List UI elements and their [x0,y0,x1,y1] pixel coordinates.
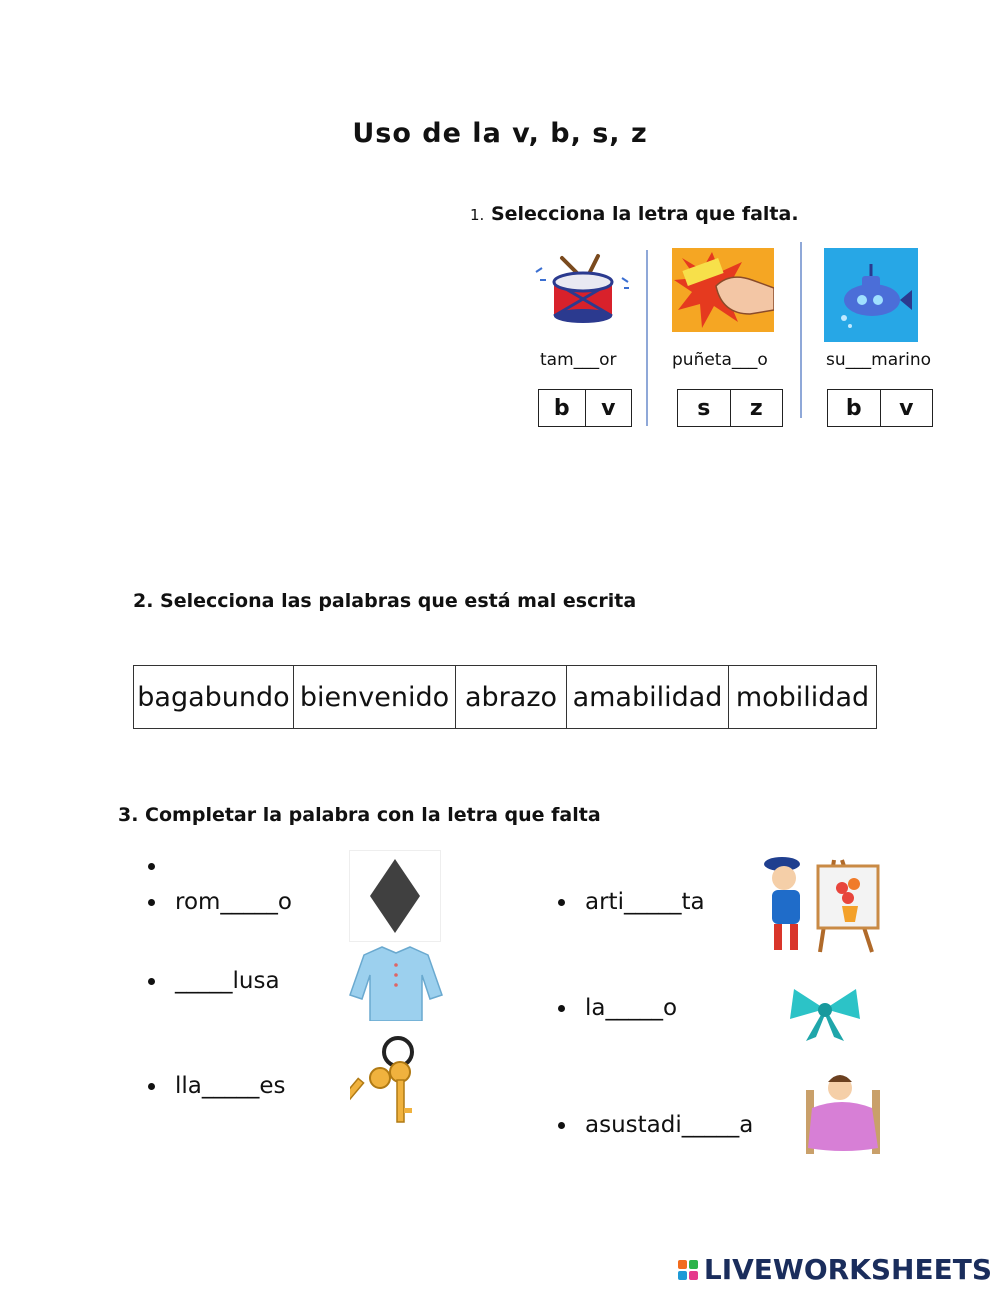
words-table [133,665,877,729]
fill-word[interactable]: lla_____es [175,1073,286,1099]
divider [800,242,802,418]
drum-icon [532,252,632,328]
q1-options-3 [827,389,933,427]
divider [646,250,648,426]
word-option[interactable]: bienvenido [293,666,455,728]
logo-icon [678,1260,698,1280]
punch-icon [672,248,774,332]
page-title: Uso de la v, b, s, z [352,118,648,149]
q1-option-s[interactable]: s [697,395,711,421]
q1-option-z[interactable]: z [730,390,783,426]
painter-icon [762,852,880,954]
bullet [558,899,565,906]
logo-text: LIVEWORKSHEETS [703,1253,992,1286]
q1-word-1: tam___or [540,350,617,370]
bullet [148,1083,155,1090]
q1-word-3: su___marino [826,350,931,370]
bullet [558,1122,565,1129]
q1-option-v[interactable]: v [880,390,933,426]
q3-instruction: 3. Completar la palabra con la letra que falta [118,804,601,826]
q1-option-b[interactable]: b [553,395,570,421]
list-item [148,968,280,994]
rhombus-icon [349,850,441,942]
scared-child-icon [804,1068,882,1154]
fill-word[interactable]: arti_____ta [585,889,705,915]
blouse-icon [348,943,444,1021]
q1-number: 1. [470,206,485,224]
fill-word[interactable]: _____lusa [175,968,280,994]
q1-options-2 [677,389,783,427]
q1-heading [470,203,799,225]
list-item [148,1073,286,1099]
bullet [148,899,155,906]
word-option[interactable]: mobilidad [728,666,876,728]
q2-instruction: 2. Selecciona las palabras que está mal escrita [133,590,637,612]
word-option[interactable]: amabilidad [566,666,728,728]
fill-word[interactable]: asustadi_____a [585,1112,754,1138]
word-option[interactable]: bagabundo [137,681,290,713]
bow-icon [788,985,862,1043]
list-item [558,889,705,915]
keys-icon [350,1032,434,1128]
list-item [148,889,292,915]
bullet [558,1005,565,1012]
empty-bullet [148,852,175,880]
fill-word[interactable]: rom_____o [175,889,292,915]
fill-word[interactable]: la_____o [585,995,678,1021]
list-item [558,1112,753,1138]
bullet [148,978,155,985]
bullet [148,863,155,870]
liveworksheets-logo [678,1253,992,1286]
q1-option-b[interactable]: b [845,395,862,421]
q1-option-v[interactable]: v [585,390,632,426]
submarine-icon [824,248,918,342]
list-item [558,995,677,1021]
q1-instruction: Selecciona la letra que falta. [490,203,799,225]
q1-options-1 [538,389,632,427]
word-option[interactable]: abrazo [455,666,566,728]
q1-word-2: puñeta___o [672,350,768,370]
